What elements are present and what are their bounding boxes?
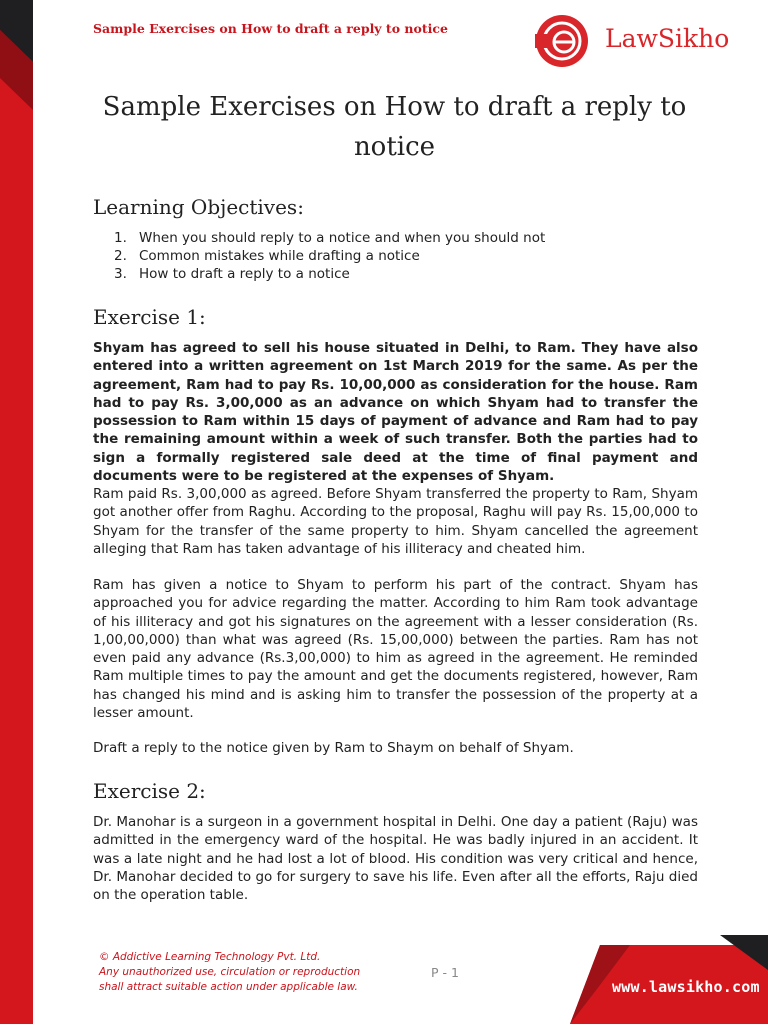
footer-website-link[interactable]: www.lawsikho.com (612, 978, 760, 996)
lawsikho-logo[interactable] (533, 12, 763, 70)
left-bar-graphic (0, 0, 33, 1024)
lawsikho-logo-icon (533, 12, 593, 70)
learning-objectives-heading: Learning Objectives: (93, 195, 304, 219)
left-decorative-bar (0, 0, 33, 1024)
page-number: P - 1 (431, 965, 459, 980)
footer-copyright: © Addictive Learning Technology Pvt. Ltd. Any unauthorized use, circulation or reproduction shall attract suitable action under applicable law. (99, 951, 361, 993)
logo-wordmark: LawSikho (605, 24, 730, 53)
exercise2-paragraph-1: Dr. Manohar is a surgeon in a government hospital in Delhi. One day a patient (Raju) was admitted in the emergency ward of the hospital. He was badly injured in an accident. It was a late night and he had lost a lot of blood. His condition was very critical and hence, Dr. Manohar decided to go for surgery to save his life. Even after all the efforts, Raju died on the operation table. (93, 814, 698, 904)
running-header-title: Sample Exercises on How to draft a reply to notice (93, 21, 448, 36)
document-title-line2: notice (353, 132, 436, 162)
exercise1-paragraph-2: Ram paid Rs. 3,00,000 as agreed. Before Shyam transferred the property to Ram, Shyam got another offer from Raghu. According to the proposal, Raghu will pay Rs. 15,00,000 to Shyam for the transfer of the same property to him. Shyam cancelled the agreement alleging that Ram has taken advantage of his illiteracy and cheated him. (93, 486, 698, 557)
objectives-list (114, 229, 545, 283)
exercise1-paragraph-3: Ram has given a notice to Shyam to perform his part of the contract. Shyam has approached you for advice regarding the matter. According to him Ram took advantage of his illiteracy and got his signatures on the agreement with a lesser consideration (Rs. 1,00,00,000) than what was agreed (Rs. 15,00,000) between the parties. Ram has not even paid any advance (Rs.3,00,000) to him as agreed in the agreement. He reminded Ram multiple times to pay the amount and get the documents registered, however, Ram has changed his mind and is asking him to transfer the possession of the property at a lesser amount. (93, 577, 698, 722)
exercise1-heading: Exercise 1: (93, 305, 206, 329)
list-item: 1. When you should reply to a notice and when you should not (114, 230, 546, 246)
exercise1-task: Draft a reply to the notice given by Ram to Shaym on behalf of Shyam. (93, 740, 574, 756)
document-title (93, 87, 696, 167)
list-item: 3. How to draft a reply to a notice (114, 266, 350, 282)
exercise2-heading: Exercise 2: (93, 779, 206, 803)
list-item: 2. Common mistakes while drafting a notice (114, 248, 420, 264)
document-title-line1: Sample Exercises on How to draft a reply to (102, 92, 687, 122)
exercise1-facts-paragraph: Shyam has agreed to sell his house situated in Delhi, to Ram. They have also entered into a written agreement on 1st March 2019 for the same. As per the agreement, Ram had to pay Rs. 10,00,000 as consideration for the house. Ram had to pay Rs. 3,00,000 as an advance on which Shyam had to transfer the possession to Ram within 15 days of payment of advance and Ram had to pay the remaining amount within a week of such transfer. Both the parties had to sign a formally registered sale deed at the time of final payment and documents were to be registered at the expenses of Shyam. (93, 340, 698, 485)
